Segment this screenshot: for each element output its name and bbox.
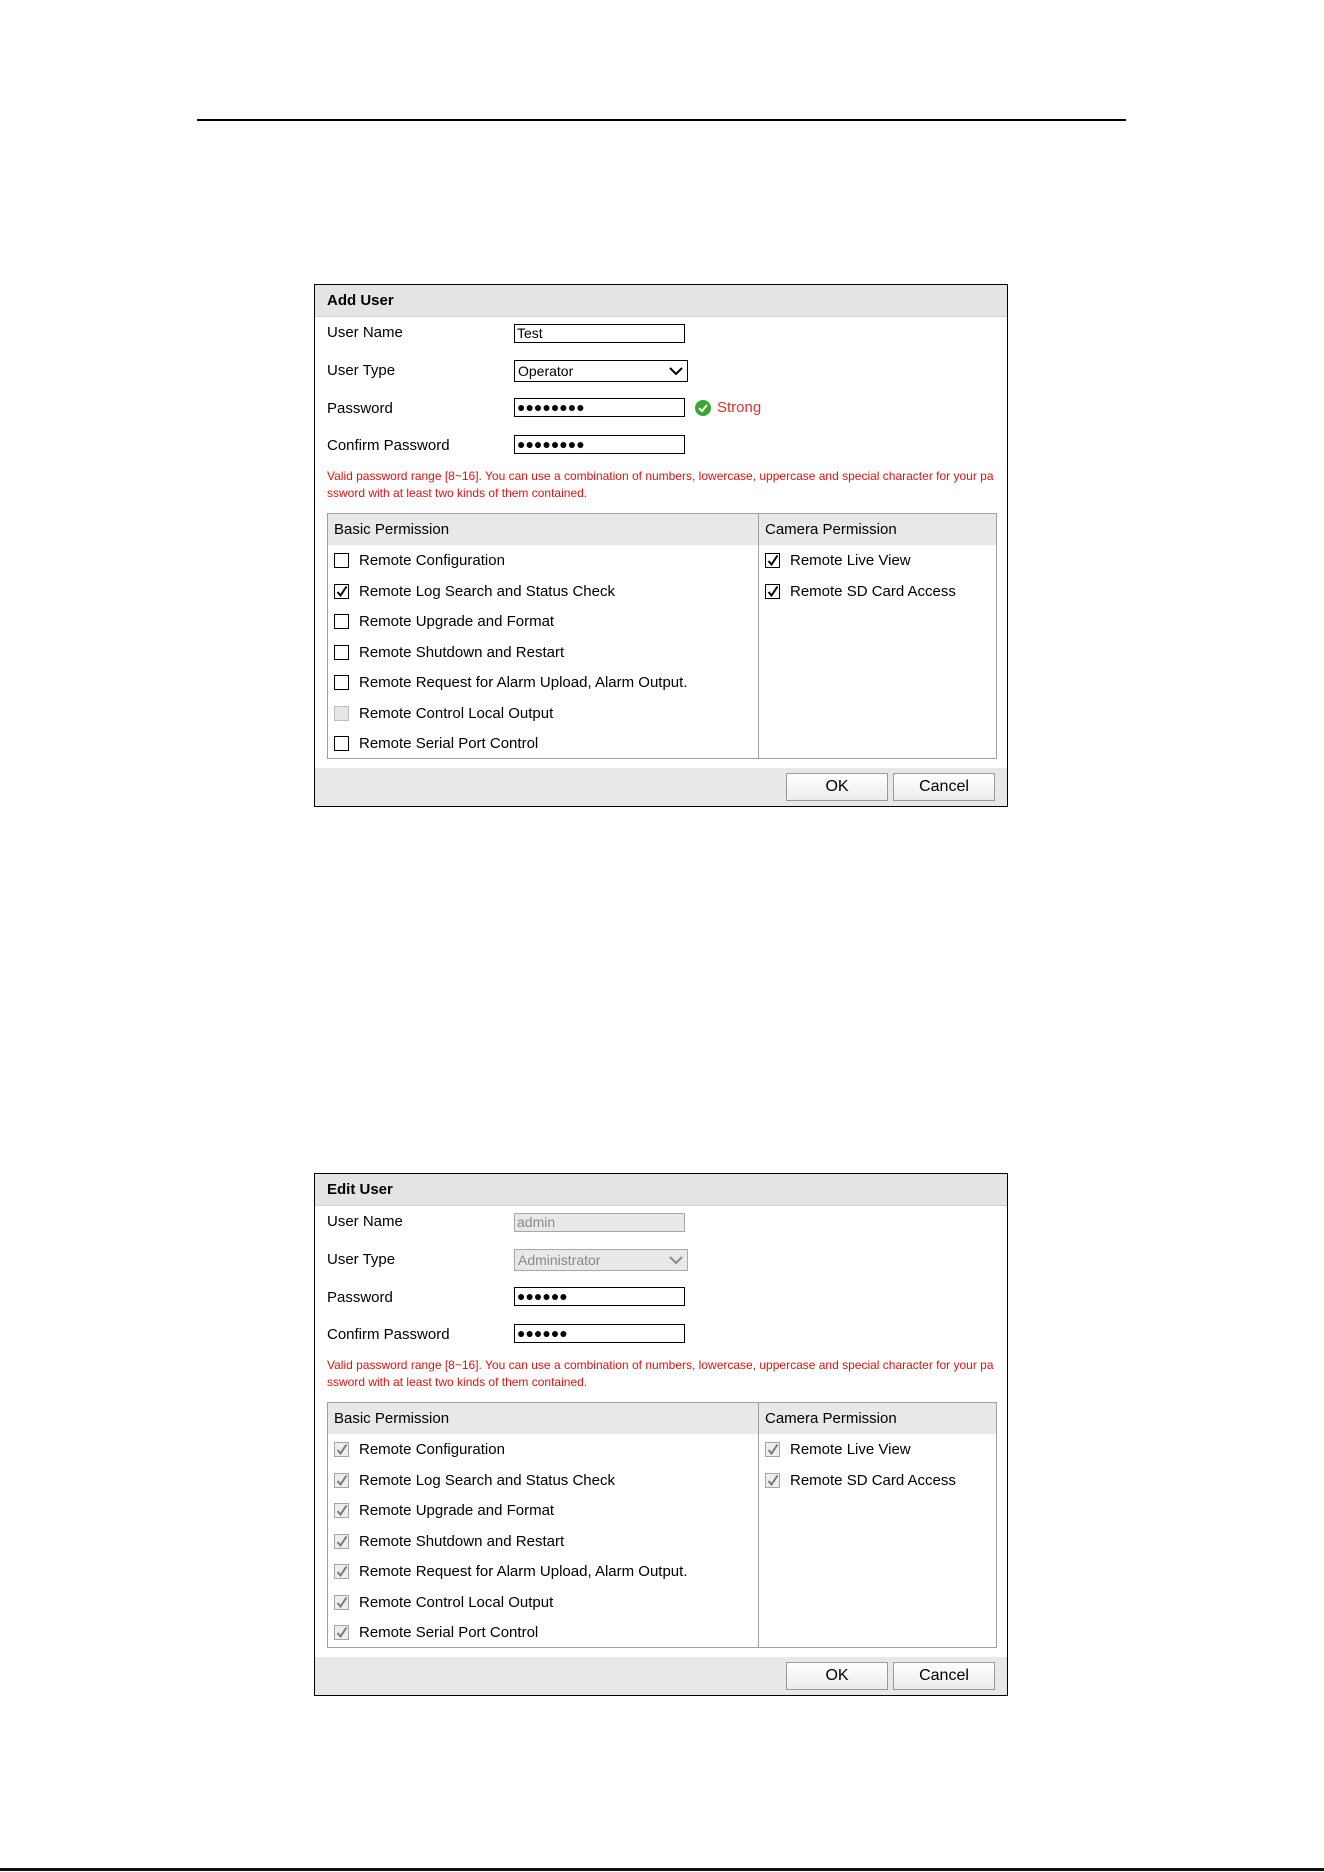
- permission-label: Remote Upgrade and Format: [359, 613, 555, 630]
- permission-panel: [327, 1402, 997, 1648]
- checkmark-icon: [336, 1474, 348, 1487]
- permission-panel: [327, 513, 997, 759]
- permission-item: [334, 1502, 554, 1519]
- permission-label: Remote Serial Port Control: [359, 1624, 539, 1641]
- permission-checkbox: [334, 1442, 349, 1457]
- permission-label: Remote Shutdown and Restart: [359, 1532, 565, 1550]
- check-circle-icon: [695, 400, 711, 416]
- user-type-label: User Type: [327, 362, 396, 379]
- checkmark-icon: [336, 1596, 348, 1609]
- password-input[interactable]: ●●●●●●: [514, 1287, 685, 1306]
- permission-item: [334, 1533, 564, 1550]
- checkmark-icon: [767, 1474, 779, 1487]
- permission-item: [765, 1472, 956, 1489]
- permission-label: Remote Control Local Output: [359, 704, 554, 722]
- permission-checkbox[interactable]: [334, 645, 349, 660]
- permission-item: [334, 1624, 538, 1641]
- basic-permission-column: [328, 1403, 759, 1647]
- dialog-footer: [315, 1657, 1007, 1695]
- basic-permission-column: [328, 514, 759, 758]
- checkmark-icon: [336, 1626, 348, 1639]
- basic-permission-header: Basic Permission: [328, 514, 758, 545]
- permission-label: Remote Request for Alarm Upload, Alarm Output.: [359, 1563, 688, 1580]
- cancel-button[interactable]: Cancel: [893, 1662, 995, 1690]
- permission-checkbox: [334, 1595, 349, 1610]
- permission-item[interactable]: [765, 552, 911, 569]
- permission-checkbox: [334, 1625, 349, 1640]
- permission-checkbox: [334, 1564, 349, 1579]
- permission-checkbox: [334, 1503, 349, 1518]
- permission-item[interactable]: [334, 583, 615, 600]
- permission-label: Remote Log Search and Status Check: [359, 1471, 615, 1489]
- confirm-password-label: Confirm Password: [327, 437, 450, 454]
- basic-permission-header: Basic Permission: [328, 1403, 758, 1434]
- checkmark-icon: [767, 585, 779, 598]
- permission-label: Remote SD Card Access: [790, 582, 956, 600]
- permission-label: Remote Configuration: [359, 1441, 505, 1458]
- strength-text: Strong: [717, 399, 762, 416]
- user-name-input[interactable]: Test: [514, 324, 685, 343]
- password-label: Password: [327, 400, 393, 417]
- add-user-dialog: [314, 284, 1008, 807]
- permission-item: [334, 1594, 553, 1611]
- user-name-label: User Name: [327, 1213, 403, 1230]
- user-name-label: User Name: [327, 324, 403, 341]
- permission-label: Remote Serial Port Control: [359, 735, 539, 752]
- edit-user-dialog: [314, 1173, 1008, 1696]
- permission-item[interactable]: [334, 735, 538, 752]
- permission-checkbox: [765, 1442, 780, 1457]
- confirm-password-input[interactable]: ●●●●●●: [514, 1324, 685, 1343]
- permission-label: Remote Upgrade and Format: [359, 1502, 555, 1519]
- cancel-button[interactable]: Cancel: [893, 773, 995, 801]
- confirm-password-label: Confirm Password: [327, 1326, 450, 1343]
- permission-item: [334, 1441, 505, 1458]
- password-input[interactable]: ●●●●●●●●: [514, 398, 685, 417]
- user-type-label: User Type: [327, 1251, 396, 1268]
- chevron-down-icon: [669, 364, 683, 378]
- user-name-input: admin: [514, 1213, 685, 1232]
- camera-permission-header: Camera Permission: [759, 514, 996, 545]
- checkmark-icon: [767, 1443, 779, 1456]
- permission-label: Remote Live View: [790, 552, 911, 569]
- page-top-rule: [197, 119, 1126, 121]
- camera-permission-column: [759, 1403, 996, 1647]
- dialog-title: Add User: [315, 285, 1007, 317]
- permission-item[interactable]: [765, 583, 956, 600]
- permission-item: [765, 1441, 911, 1458]
- confirm-password-input[interactable]: ●●●●●●●●: [514, 435, 685, 454]
- permission-item[interactable]: [334, 644, 564, 661]
- permission-item[interactable]: [334, 674, 687, 691]
- permission-checkbox[interactable]: [334, 736, 349, 751]
- permission-checkbox[interactable]: [334, 614, 349, 629]
- ok-button[interactable]: OK: [786, 773, 888, 801]
- permission-label: Remote Log Search and Status Check: [359, 582, 615, 600]
- permission-label: Remote Request for Alarm Upload, Alarm Output.: [359, 674, 688, 691]
- chevron-down-icon: [669, 1253, 683, 1267]
- checkmark-icon: [336, 1504, 348, 1517]
- ok-button[interactable]: OK: [786, 1662, 888, 1690]
- permission-item[interactable]: [334, 613, 554, 630]
- permission-item[interactable]: [334, 552, 505, 569]
- password-hint: Valid password range [8~16]. You can use a combination of numbers, lowercase, uppercase and special character for your pa ssword with at least two kinds of them contained.: [327, 469, 994, 500]
- dialog-title: Edit User: [315, 1174, 1007, 1206]
- permission-label: Remote Shutdown and Restart: [359, 643, 565, 661]
- permission-label: Remote Live View: [790, 1441, 911, 1458]
- permission-label: Remote SD Card Access: [790, 1471, 956, 1489]
- checkmark-icon: [336, 1535, 348, 1548]
- permission-checkbox[interactable]: [334, 584, 349, 599]
- user-type-select: [514, 1249, 688, 1271]
- password-label: Password: [327, 1289, 393, 1306]
- user-type-value: Administrator: [518, 1252, 601, 1268]
- camera-permission-header: Camera Permission: [759, 1403, 996, 1434]
- permission-item[interactable]: [334, 705, 553, 722]
- page-bottom-rule: [0, 1868, 1324, 1871]
- permission-checkbox: [334, 1534, 349, 1549]
- checkmark-icon: [767, 554, 779, 567]
- permission-checkbox: [334, 1473, 349, 1488]
- password-hint: Valid password range [8~16]. You can use a combination of numbers, lowercase, uppercase and special character for your pa ssword with at least two kinds of them contained.: [327, 1358, 994, 1389]
- dialog-footer: [315, 768, 1007, 806]
- permission-checkbox[interactable]: [334, 553, 349, 568]
- permission-label: Remote Control Local Output: [359, 1593, 554, 1611]
- checkmark-icon: [336, 585, 348, 598]
- user-type-select[interactable]: [514, 360, 688, 382]
- camera-permission-column: [759, 514, 996, 758]
- checkmark-icon: [336, 1443, 348, 1456]
- permission-label: Remote Configuration: [359, 552, 505, 569]
- permission-item: [334, 1563, 687, 1580]
- permission-checkbox[interactable]: [765, 553, 780, 568]
- permission-checkbox[interactable]: [765, 584, 780, 599]
- password-strength: [695, 399, 761, 416]
- permission-checkbox[interactable]: [334, 675, 349, 690]
- permission-checkbox[interactable]: [334, 706, 349, 721]
- permission-checkbox: [765, 1473, 780, 1488]
- user-type-value: Operator: [518, 363, 574, 379]
- checkmark-icon: [336, 1565, 348, 1578]
- permission-item: [334, 1472, 615, 1489]
